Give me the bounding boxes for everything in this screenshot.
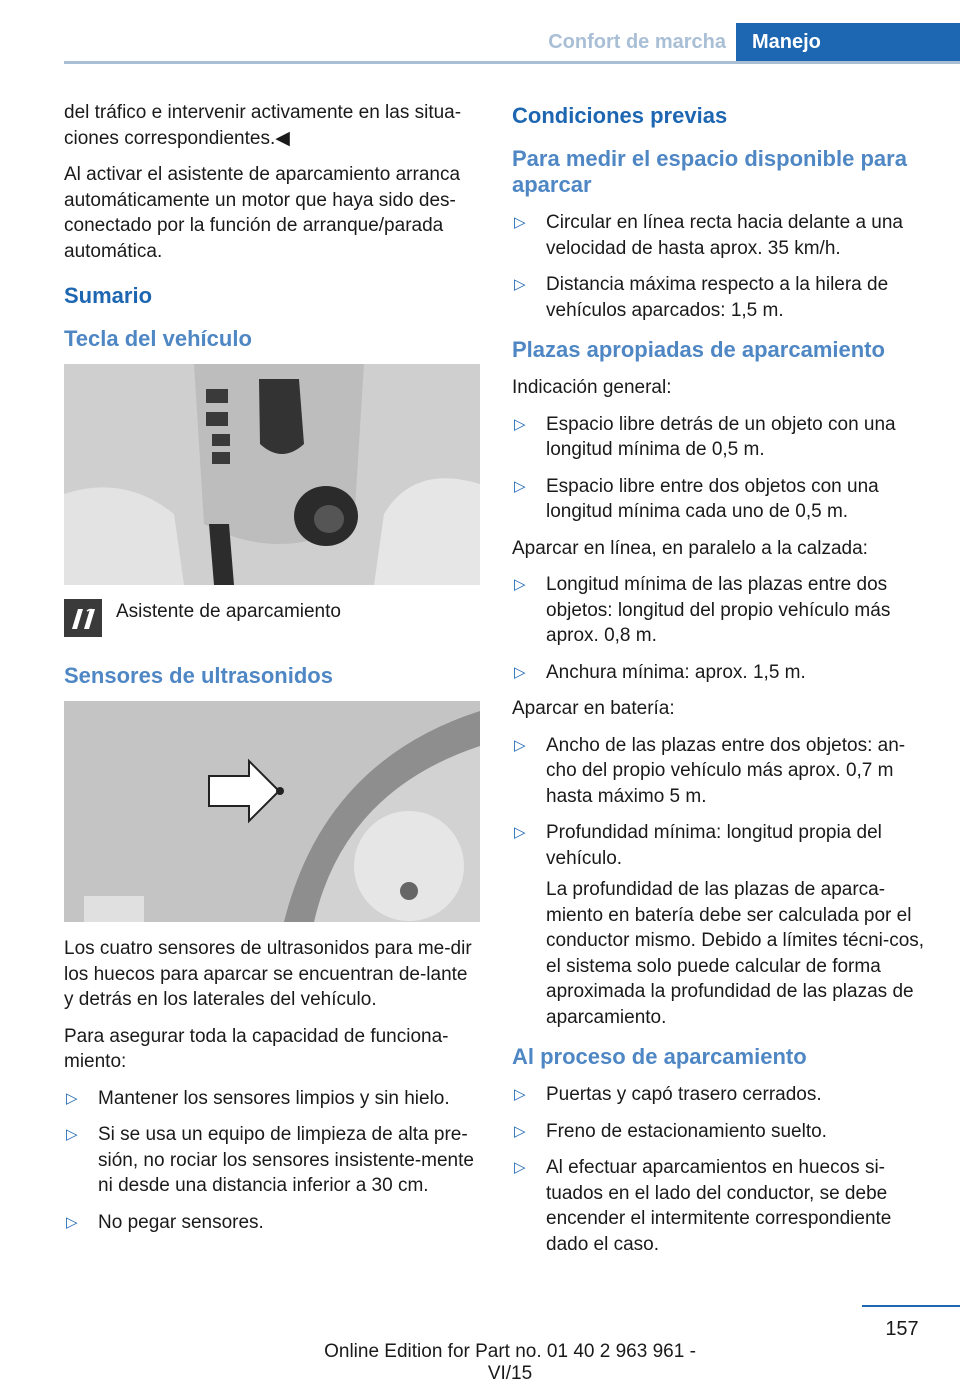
list-item: ▷ Distancia máxima respecto a la hilera de vehículos aparcados: 1,5 m. bbox=[514, 274, 889, 321]
triangle-bullet-icon: ▷ bbox=[514, 736, 526, 754]
list-item: ▷ Al efectuar aparcamientos en huecos si-tuados en el lado del conductor, se debe encender el intermitente correspondiente dado el caso. bbox=[514, 1157, 892, 1255]
paragraph: La profundidad de las plazas de aparca-miento en batería debe ser calculada por el conductor mismo. Debido a límites técni-cos, el sistema solo puede calcular de forma aproximada la profundidad de las plazas de aparcamiento. bbox=[546, 879, 925, 1028]
list-item: ▷ No pegar sensores. bbox=[64, 1210, 480, 1236]
list-item: ▷ Mantener los sensores limpios y sin hielo. bbox=[64, 1086, 480, 1112]
paragraph: Al activar el asistente de aparcamiento arranca automáticamente un motor que haya sido des-conectado por la función de arranque/parada automática. bbox=[64, 164, 461, 262]
list-item: ▷ Espacio libre entre dos objetos con una longitud mínima cada uno de 0,5 m. bbox=[514, 475, 879, 522]
bullet-list bbox=[512, 733, 928, 1031]
triangle-bullet-icon: ▷ bbox=[66, 1126, 78, 1143]
triangle-bullet-icon: ▷ bbox=[514, 415, 526, 433]
paragraph: Los cuatro sensores de ultrasonidos para me-dir los huecos para aparcar se encuentran de-lante y detrás en los laterales del vehículo. bbox=[64, 938, 472, 1010]
list-item: ▷ Profundidad mínima: longitud propia del vehículo. La profundidad de las plazas de aparca-miento en batería debe ser calculada por el conductor mismo. Debido a límites técni-cos, el sistema solo puede calcular de forma aproximada la profundidad de las plazas de aparcamiento. bbox=[512, 820, 928, 1030]
list-item: ▷ Ancho de las plazas entre dos objetos: an-cho del propio vehículo más aprox. 0,7 m hasta máximo 5 m. bbox=[514, 734, 906, 807]
triangle-bullet-icon: ▷ bbox=[514, 276, 526, 293]
heading-tecla: Tecla del vehículo bbox=[64, 326, 252, 351]
tab-manejo[interactable]: Manejo bbox=[736, 23, 960, 61]
triangle-bullet-icon: ▷ bbox=[514, 1122, 526, 1140]
list-item: ▷ Puertas y capó trasero cerrados. bbox=[512, 1082, 928, 1108]
heading-plazas: Plazas apropiadas de aparcamiento bbox=[512, 337, 885, 362]
triangle-bullet-icon: ▷ bbox=[514, 214, 526, 231]
parking-assistant-icon bbox=[64, 599, 102, 637]
icon-label: Asistente de aparcamiento bbox=[116, 601, 341, 622]
paragraph: Para asegurar toda la capacidad de funciona-miento: bbox=[64, 1025, 449, 1072]
bullet-list bbox=[512, 412, 928, 525]
triangle-bullet-icon: ▷ bbox=[514, 1159, 526, 1176]
right-column bbox=[512, 100, 928, 1268]
list-item: ▷ Si se usa un equipo de limpieza de alta pre-sión, no rociar los sensores insistente-mente ni desde una distancia inferior a 30 cm. bbox=[66, 1124, 474, 1196]
triangle-bullet-icon: ▷ bbox=[514, 576, 526, 593]
list-item: ▷ Freno de estacionamiento suelto. bbox=[512, 1119, 928, 1145]
heading-sensores: Sensores de ultrasonidos bbox=[64, 663, 333, 688]
bullet-list bbox=[512, 572, 928, 685]
paragraph: Aparcar en batería: bbox=[512, 698, 675, 719]
heading-sumario: Sumario bbox=[64, 283, 153, 308]
icon-row bbox=[64, 599, 480, 637]
heading-medir: Para medir el espacio disponible para aparcar bbox=[512, 146, 907, 197]
triangle-bullet-icon: ▷ bbox=[514, 477, 526, 495]
bullet-list bbox=[512, 1082, 928, 1257]
paragraph: Aparcar en línea, en paralelo a la calzada: bbox=[512, 537, 868, 559]
vehicle-console-photo bbox=[64, 364, 480, 585]
paragraph: Indicación general: bbox=[512, 377, 672, 398]
page-number: 157 bbox=[885, 1318, 919, 1340]
triangle-bullet-icon: ▷ bbox=[514, 824, 526, 841]
list-item: ▷ Espacio libre detrás de un objeto con una longitud mínima de 0,5 m. bbox=[514, 413, 896, 460]
ultrasonic-sensor-photo bbox=[64, 701, 480, 922]
triangle-bullet-icon: ▷ bbox=[514, 1086, 526, 1103]
tab-confort-de-marcha[interactable]: Confort de marcha bbox=[548, 31, 726, 53]
list-item: ▷ Longitud mínima de las plazas entre dos objetos: longitud del propio vehículo más aprox. 0,8 m. bbox=[514, 574, 891, 646]
heading-condiciones: Condiciones previas bbox=[512, 103, 728, 128]
footer-rule bbox=[862, 1305, 960, 1307]
bullet-list bbox=[64, 1086, 480, 1236]
heading-proceso: Al proceso de aparcamiento bbox=[512, 1044, 807, 1069]
list-item: ▷ Anchura mínima: aprox. 1,5 m. bbox=[512, 660, 928, 686]
triangle-bullet-icon: ▷ bbox=[514, 663, 526, 681]
triangle-bullet-icon: ▷ bbox=[66, 1089, 78, 1107]
list-item: ▷ Circular en línea recta hacia delante a una velocidad de hasta aprox. 35 km/h. bbox=[514, 212, 904, 259]
left-column bbox=[64, 100, 480, 1246]
edition-footer: Online Edition for Part no. 01 40 2 963 961 - VI/15 bbox=[324, 1341, 696, 1384]
header-rule bbox=[64, 61, 960, 64]
paragraph: del tráfico e intervenir activamente en las situa-ciones correspondientes.◀ bbox=[64, 102, 462, 149]
bullet-list bbox=[512, 210, 928, 323]
triangle-bullet-icon: ▷ bbox=[66, 1213, 78, 1231]
